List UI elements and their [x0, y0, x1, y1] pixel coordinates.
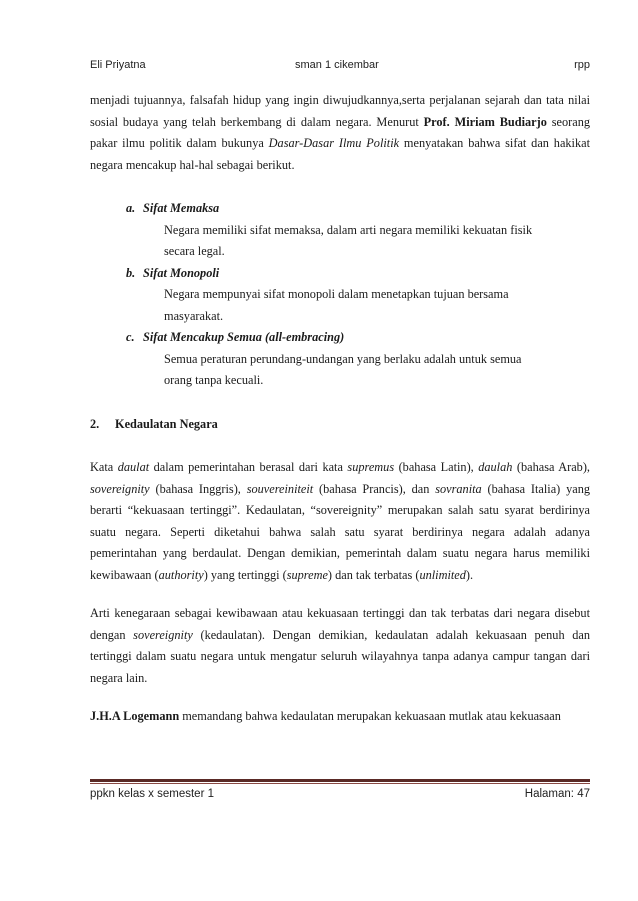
section-title: Kedaulatan Negara: [115, 416, 218, 431]
list-number: a.: [126, 201, 136, 215]
header-school: sman 1 cikembar: [295, 59, 379, 71]
text-run: (bahasa Arab),: [512, 460, 590, 474]
text-run: (bahasa Prancis), dan: [313, 481, 436, 496]
section-number: 2.: [90, 416, 100, 431]
text-run: (bahasa Italia) yang berarti “kekuasaan tertinggi”. Kedaulatan, “sovereignity” merupakan salah satu syarat berdirinya suatu negara. Seperti diketahui bahwa salah satu syarat berdirinya negara adalah adanya pemerintahan yang berdaulat. Dengan demikian, pemerintah dalam suatu negara harus memiliki kewibawaan (: [90, 481, 590, 582]
list-number: b.: [126, 265, 136, 280]
footer-course: ppkn kelas x semester 1: [90, 788, 215, 800]
italic-term: authority: [158, 567, 204, 582]
text-run: dalam pemerintahan berasal dari kata: [149, 460, 348, 474]
list-title: Sifat Monopoli: [143, 265, 220, 280]
book-title: Dasar-Dasar Ilmu Politik: [268, 136, 400, 150]
list-title: Sifat Mencakup Semua (all-embracing): [143, 330, 345, 344]
footer-page-number: Halaman: 47: [524, 788, 590, 800]
italic-term: daulah: [478, 460, 513, 474]
list-item-title: [90, 263, 590, 285]
text-run: menyatakan bahwa sifat dan hakikat negara mencakup hal-hal sebagai berikut.: [90, 136, 590, 172]
text-run: menjadi tujuannya, falsafah hidup yang ingin diwujudkannya,serta perjalanan sejarah dan tata nilai sosial budaya yang telah berkembang di dalam negara. Menurut: [90, 93, 590, 129]
text-run: (bahasa Latin),: [394, 460, 479, 474]
text-run: Kata: [90, 460, 118, 474]
list-item-text: Negara memiliki sifat memaksa, dalam arti negara memiliki kekuatan fisik secara legal.: [164, 222, 533, 258]
list-title: Sifat Memaksa: [143, 201, 220, 215]
header-author: Eli Priyatna: [90, 59, 146, 71]
author-name: J.H.A Logemann: [90, 709, 180, 723]
italic-term: supremus: [347, 460, 395, 474]
footer-rule: [90, 779, 590, 782]
text-run: (bahasa Inggris),: [149, 481, 247, 496]
header-doc-type: rpp: [574, 59, 590, 71]
text-run: ) dan tak terbatas (: [327, 567, 420, 582]
list-number: c.: [126, 330, 135, 344]
list-item-title: [90, 327, 590, 349]
paragraph-arti-kenegaraan: [90, 603, 590, 689]
text-run: (kedaulatan). Dengan demikian, kedaulatan adalah kekuasaan penuh dan tertinggi dalam suatu negara untuk mengatur seluruh wilayahnya tanpa adanya campur tangan dari negara lain.: [90, 627, 590, 685]
text-run: Arti kenegaraan sebagai kewibawaan atau kekuasaan tertinggi dan tak terbatas dari negara disebut dengan: [90, 606, 590, 642]
italic-term: daulat: [117, 460, 150, 474]
italic-term: unlimited: [419, 567, 466, 582]
paragraph-kedaulatan: [90, 457, 590, 586]
section-heading: [90, 414, 590, 436]
page-header: [90, 59, 590, 75]
author-name: Prof. Miriam Budiarjo: [423, 114, 547, 129]
page-footer: [90, 788, 590, 804]
text-run: memandang bahwa kedaulatan merupakan kekuasaan mutlak atau kekuasaan: [179, 709, 561, 723]
italic-term: sovereignity: [133, 627, 193, 642]
italic-term: sovranita: [435, 481, 482, 496]
italic-term: sovereignity: [90, 481, 150, 496]
list-item-title: [90, 198, 590, 220]
italic-term: souvereiniteit: [246, 481, 314, 496]
text-run: ).: [465, 567, 474, 582]
list-item-text: Negara mempunyai sifat monopoli dalam menetapkan tujuan bersama masyarakat.: [164, 287, 509, 323]
text-run: seorang pakar ilmu politik dalam bukunya: [90, 114, 590, 150]
paragraph-intro: [90, 90, 590, 176]
paragraph-logemann: [90, 706, 590, 728]
footer-rule-thin: [90, 783, 590, 784]
text-run: ) yang tertinggi (: [203, 567, 287, 582]
list-sifat-negara: [90, 198, 590, 392]
list-item-text: Semua peraturan perundang-undangan yang berlaku adalah untuk semua orang tanpa kecuali.: [164, 351, 522, 387]
document-body: [90, 90, 590, 728]
italic-term: supreme: [286, 567, 328, 582]
